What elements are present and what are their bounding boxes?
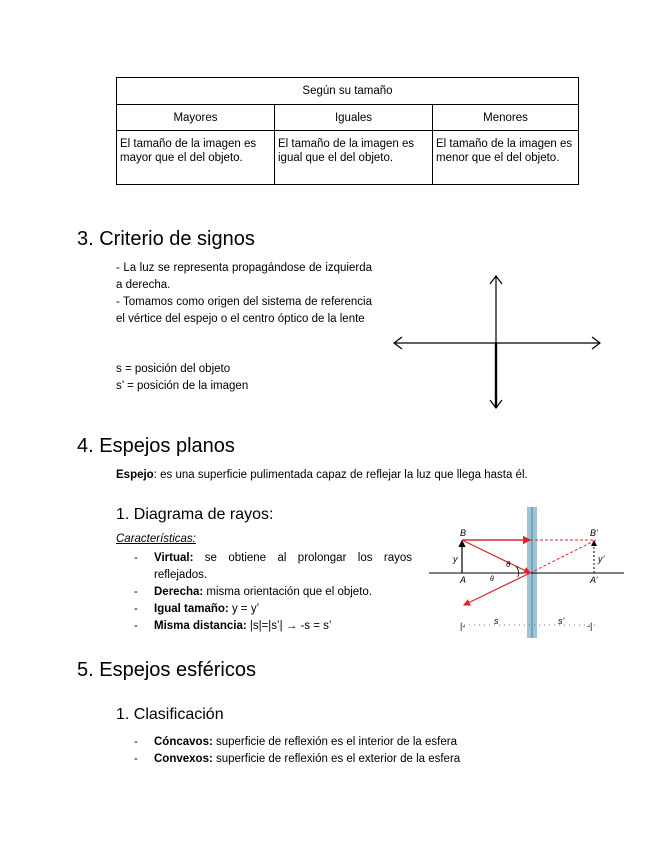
vertical-axis xyxy=(490,276,502,408)
mirror-definition-text: : es una superficie pulimentada capaz de reflejar la luz que llega hasta él. xyxy=(153,469,528,481)
plane-mirror-characteristics xyxy=(134,550,412,635)
column-header-menores: Menores xyxy=(433,105,579,131)
section-title-espejos-planos: 4. Espejos planos xyxy=(77,435,235,457)
bullet-dash: - xyxy=(134,753,138,765)
label-theta-2: θ xyxy=(490,576,494,583)
bullet-dash: - xyxy=(134,552,138,564)
label-B: B xyxy=(460,528,467,538)
column-header-mayores: Mayores xyxy=(117,105,275,131)
bullet-dash: - xyxy=(134,736,138,748)
column-header-iguales: Iguales xyxy=(275,105,433,131)
table-cell: El tamaño de la imagen es menor que el del objeto. xyxy=(433,131,579,185)
table-cell: El tamaño de la imagen es igual que el del objeto. xyxy=(275,131,433,185)
item-text: superficie de reflexión es el exterior de la esfera xyxy=(212,753,461,765)
sign-line-1: - La luz se representa propagándose de izquierda a derecha. xyxy=(116,262,372,291)
label-s: s xyxy=(494,616,499,626)
section-title-espejos-esfericos: 5. Espejos esféricos xyxy=(77,659,256,681)
table-header: Según su tamaño xyxy=(117,78,579,105)
item-text: y = y’ xyxy=(228,603,260,615)
list-item xyxy=(134,734,604,751)
list-item xyxy=(134,550,412,584)
item-term: Misma distancia: xyxy=(154,620,247,632)
label-y: y xyxy=(453,554,458,564)
table-cell: El tamaño de la imagen es mayor que el del objeto. xyxy=(117,131,275,185)
label-y-prime: y’ xyxy=(598,554,605,564)
sign-line-2: - Tomamos como origen del sistema de referencia el vértice del espejo o el centro óptico de la lente xyxy=(116,296,372,325)
bullet-dash: - xyxy=(134,586,138,598)
incident-ray-oblique xyxy=(462,540,530,573)
item-term: Igual tamaño: xyxy=(154,603,229,615)
variable-definitions xyxy=(116,361,372,395)
distance-bar-left: |- xyxy=(460,621,466,631)
item-term: Convexos: xyxy=(154,753,213,765)
axes-diagram xyxy=(388,268,608,416)
sign-convention-text xyxy=(116,260,372,328)
virtual-extension-oblique xyxy=(530,540,596,573)
label-A: A xyxy=(460,575,467,585)
spherical-mirror-classification xyxy=(134,734,604,768)
mirror-term: Espejo xyxy=(116,469,154,481)
mirror-definition xyxy=(116,467,596,484)
list-item xyxy=(134,618,412,635)
bullet-dash: - xyxy=(134,620,138,632)
item-text: se obtiene al prolongar los rayos reflejados. xyxy=(154,552,412,581)
s-prime-definition: s’ = posición de la imagen xyxy=(116,380,249,392)
label-theta-1: θ xyxy=(506,560,511,569)
list-item xyxy=(134,584,412,601)
item-term: Virtual: xyxy=(154,552,194,564)
label-A-prime: A’ xyxy=(590,575,598,585)
list-item xyxy=(134,751,604,768)
item-term: Derecha: xyxy=(154,586,204,598)
subtitle-clasificacion: 1. Clasificación xyxy=(116,706,224,723)
item-text: |s|=|s’| → -s = s’ xyxy=(246,620,332,632)
bullet-dash: - xyxy=(134,603,138,615)
subtitle-diagrama-rayos: 1. Diagrama de rayos: xyxy=(116,506,274,523)
characteristics-label: Características: xyxy=(116,533,196,545)
item-text: misma orientación que el objeto. xyxy=(203,586,372,598)
s-definition: s = posición del objeto xyxy=(116,363,231,375)
section-title-criterio-signos: 3. Criterio de signos xyxy=(77,228,255,250)
item-term: Cóncavos: xyxy=(154,736,213,748)
ray-diagram xyxy=(424,505,629,640)
reflected-ray-oblique xyxy=(464,573,530,605)
distance-bar-right: -| xyxy=(587,621,593,631)
label-B-prime: B’ xyxy=(590,528,599,538)
size-classification-table xyxy=(116,77,579,185)
label-s-prime: s’ xyxy=(558,616,565,626)
list-item xyxy=(134,601,412,618)
item-text: superficie de reflexión es el interior de la esfera xyxy=(212,736,457,748)
